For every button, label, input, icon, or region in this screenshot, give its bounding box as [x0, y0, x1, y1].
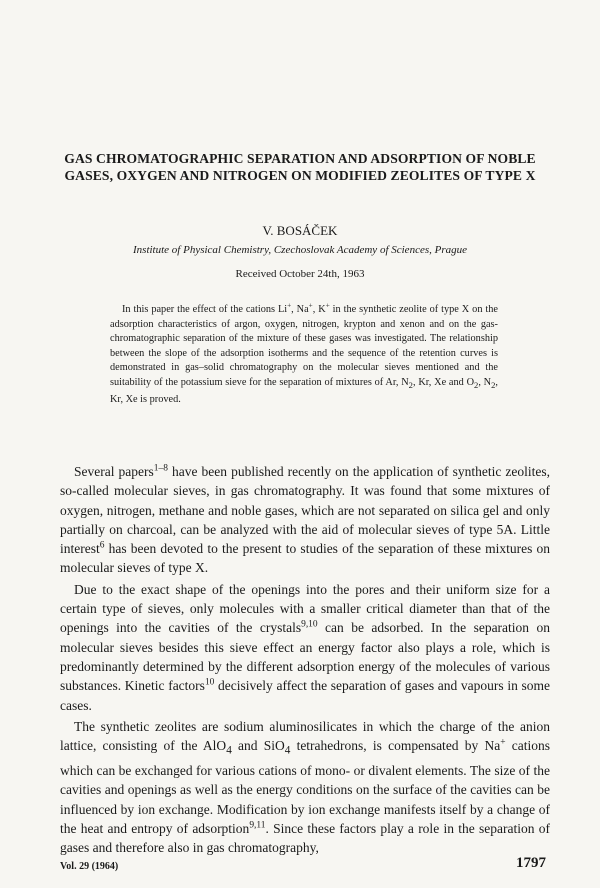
page-footer	[60, 852, 546, 872]
received-date: Received October 24th, 1963	[235, 268, 365, 280]
paper-title: GAS CHROMATOGRAPHIC SEPARATION AND ADSORPTION OF NOBLE GASES, OXYGEN AND NITROGEN ON MODIFIED ZEOLITES OF TYPE X	[64, 151, 536, 183]
author-affiliation: Institute of Physical Chemistry, Czechoslovak Academy of Sciences, Prague	[133, 244, 467, 256]
page-number: 1797	[516, 855, 546, 871]
body-paragraph-2: Due to the exact shape of the openings into the pores and their uniform size for a certain type of sieves, only molecules with a smaller critical diameter than that of the openings into the cavities of the crystals$^{9,10}$ can be adsorbed. In the separation on molecular sieves besides this sieve effect an energy factor also plays a role, which is predominantly determined by the different adsorption energy of the molecules of various substances. Kinetic factors$^{10}$ decisively affect the separation of gases and vapours in some cases.	[60, 581, 550, 713]
body-paragraph-3: The synthetic zeolites are sodium aluminosilicates in which the charge of the anion lattice, consisting of the AlO$_4$ and SiO$_4$ tetrahedrons, is compensated by Na+ cations which can be exchanged for various cations of mono- or divalent elements. The size of the cavities and openings as well as the energy conditions on the surface of the cavities can be influenced by ion exchange. Modification by ion exchange manifests itself by a change of the heat and entropy of adsorption$^{9,11}$. Since these factors play a role in the separation of gases and therefore also in gas chromatography,	[60, 718, 550, 856]
body-paragraph-1: Several papers$^{1-8}$ have been published recently on the application of synthetic zeolites, so-called molecular sieves, in gas chromatography. It was found that some mixtures of oxygen, nitrogen, methane and noble gases, which are not separated on silica gel and only partially on charcoal, can be analyzed with the aid of molecular sieves of type 5A. Little interest$^6$ has been devoted to the present to studies of the separation of these mixtures on molecular sieves of type X.	[60, 463, 550, 576]
body-text	[60, 462, 550, 860]
volume-label: Vol. 29 (1964)	[60, 861, 119, 872]
abstract	[110, 303, 498, 407]
abstract-paragraph: In this paper the effect of the cations Li+, Na+, K+ in the synthetic zeolite of type X on the adsorption characteristics of argon, oxygen, nitrogen, krypton and xenon and on the gas-chromatographic separation of the mixture of these gases was investigated. The relationship between the slope of the adsorption isotherms and the sequence of the retention curves is demonstrated in gas–solid chromatography on the molecular sieves mentioned and the suitability of the potassium sieve for the separation of mixtures of Ar, $N_2$, Kr, Xe and $O_2$, $N_2$, Kr, Xe is proved.	[110, 301, 498, 405]
author-name: V. BOSÁČEK	[262, 223, 338, 238]
